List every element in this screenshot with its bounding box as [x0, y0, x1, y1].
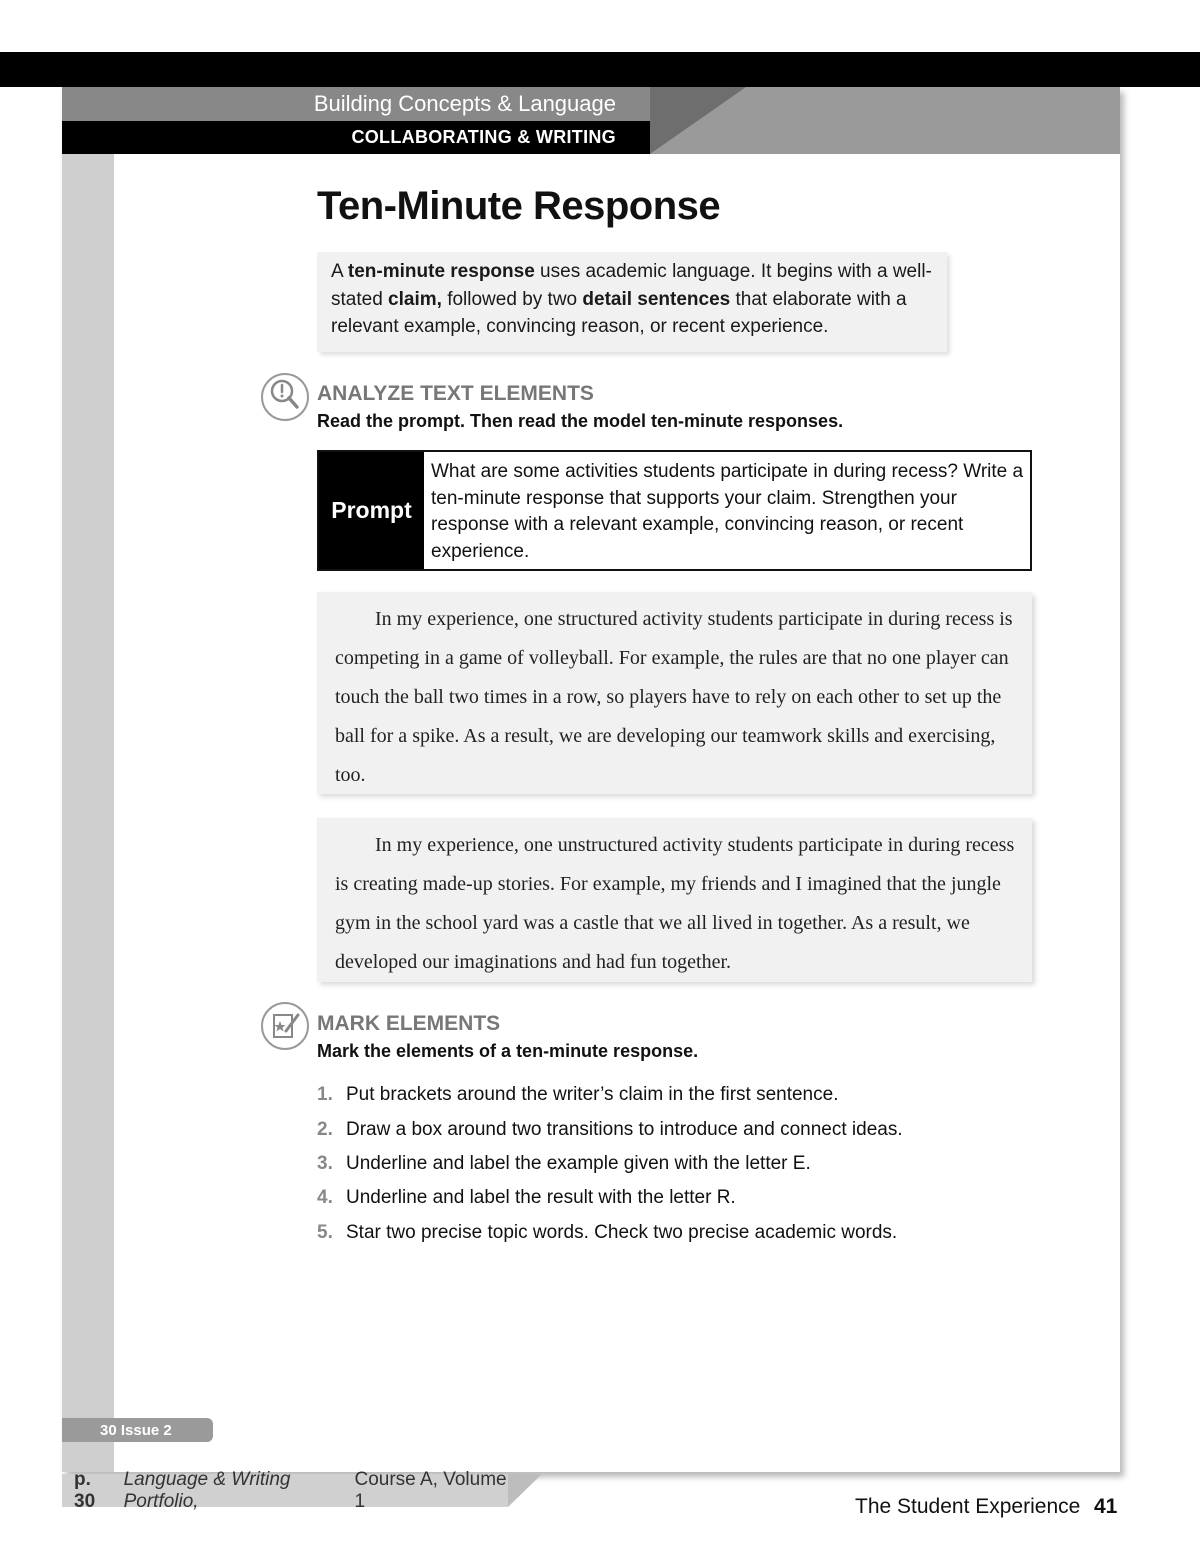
footer-book-title: Language & Writing Portfolio,: [123, 1468, 291, 1512]
list-item: [317, 1078, 903, 1112]
list-text: Draw a box around two transitions to introduce and connect ideas.: [346, 1118, 903, 1140]
definition-text: that elaborate with a relevant example, convincing reason, or recent experience.: [331, 288, 907, 337]
prompt-box: [317, 450, 1032, 571]
list-text: Underline and label the example given with the letter E.: [346, 1152, 811, 1174]
footer-wedge: [508, 1474, 542, 1507]
prompt-label: Prompt: [319, 452, 424, 569]
definition-box: [317, 252, 947, 352]
prompt-text: What are some activities students participate in during recess? Write a ten-minute response that supports your claim. Strengthen your response with a relevant example, convincing reason, or recent experience.: [431, 461, 1024, 562]
list-item: [317, 1216, 903, 1250]
list-number: 3.: [317, 1152, 333, 1174]
term-claim: claim,: [388, 288, 442, 310]
footer-page-ref: p. 30: [74, 1468, 96, 1512]
section-label: The Student Experience: [855, 1495, 1081, 1518]
list-item: [317, 1147, 903, 1181]
left-margin-strip: [62, 154, 114, 1472]
definition-text: A: [331, 261, 348, 282]
magnify-exclamation-icon: [260, 372, 310, 422]
footer-book-volume: Course A, Volume 1: [354, 1468, 507, 1512]
list-number: 1.: [317, 1084, 333, 1106]
header-subtitle: COLLABORATING & WRITING: [62, 121, 650, 154]
list-number: 4.: [317, 1187, 333, 1209]
model-response-1: In my experience, one structured activity students participate in during recess is competing in a game of volleyball. For example, the rules are that no one player can touch the ball two times in a row, so players have to rely on each other to set up the ball for a spike. As a result, we are developing our teamwork skills and exercising, too.: [317, 592, 1032, 794]
definition-text: uses academic language. It begins with a well-stated: [331, 261, 932, 310]
model-response-2: In my experience, one unstructured activity students participate in during recess is creating made-up stories. For example, my friends and I imagined that the jungle gym in the school yard was a castle that we all lived in together. As a result, we developed our imaginations and had fun together.: [317, 818, 1032, 982]
pencil-star-icon: [260, 1001, 310, 1051]
list-number: 5.: [317, 1221, 333, 1243]
footer-reference: [62, 1468, 508, 1512]
list-text: Underline and label the result with the letter R.: [346, 1187, 736, 1209]
term-ten-minute-response: ten-minute response: [347, 261, 535, 282]
list-text: Put brackets around the writer’s claim in the first sentence.: [346, 1084, 839, 1106]
term-detail-sentences: detail sentences: [582, 288, 731, 310]
page-title: Ten-Minute Response: [317, 184, 721, 228]
list-text: Star two precise topic words. Check two precise academic words.: [346, 1221, 898, 1243]
list-item: [317, 1181, 903, 1215]
definition-text: followed by two: [441, 288, 583, 310]
list-item: [317, 1112, 903, 1146]
mark-elements-list: [317, 1078, 903, 1250]
analyze-heading: ANALYZE TEXT ELEMENTS: [317, 382, 594, 405]
page-number: 41: [1094, 1495, 1118, 1518]
top-black-bar: [0, 52, 1200, 87]
mark-instruction: Mark the elements of a ten-minute response.: [317, 1041, 699, 1061]
header-title: Building Concepts & Language: [62, 87, 650, 121]
list-number: 2.: [317, 1118, 333, 1140]
issue-tab: 30 Issue 2: [62, 1418, 213, 1442]
mark-heading: MARK ELEMENTS: [317, 1012, 501, 1035]
analyze-instruction: Read the prompt. Then read the model ten-minute responses.: [317, 411, 844, 431]
